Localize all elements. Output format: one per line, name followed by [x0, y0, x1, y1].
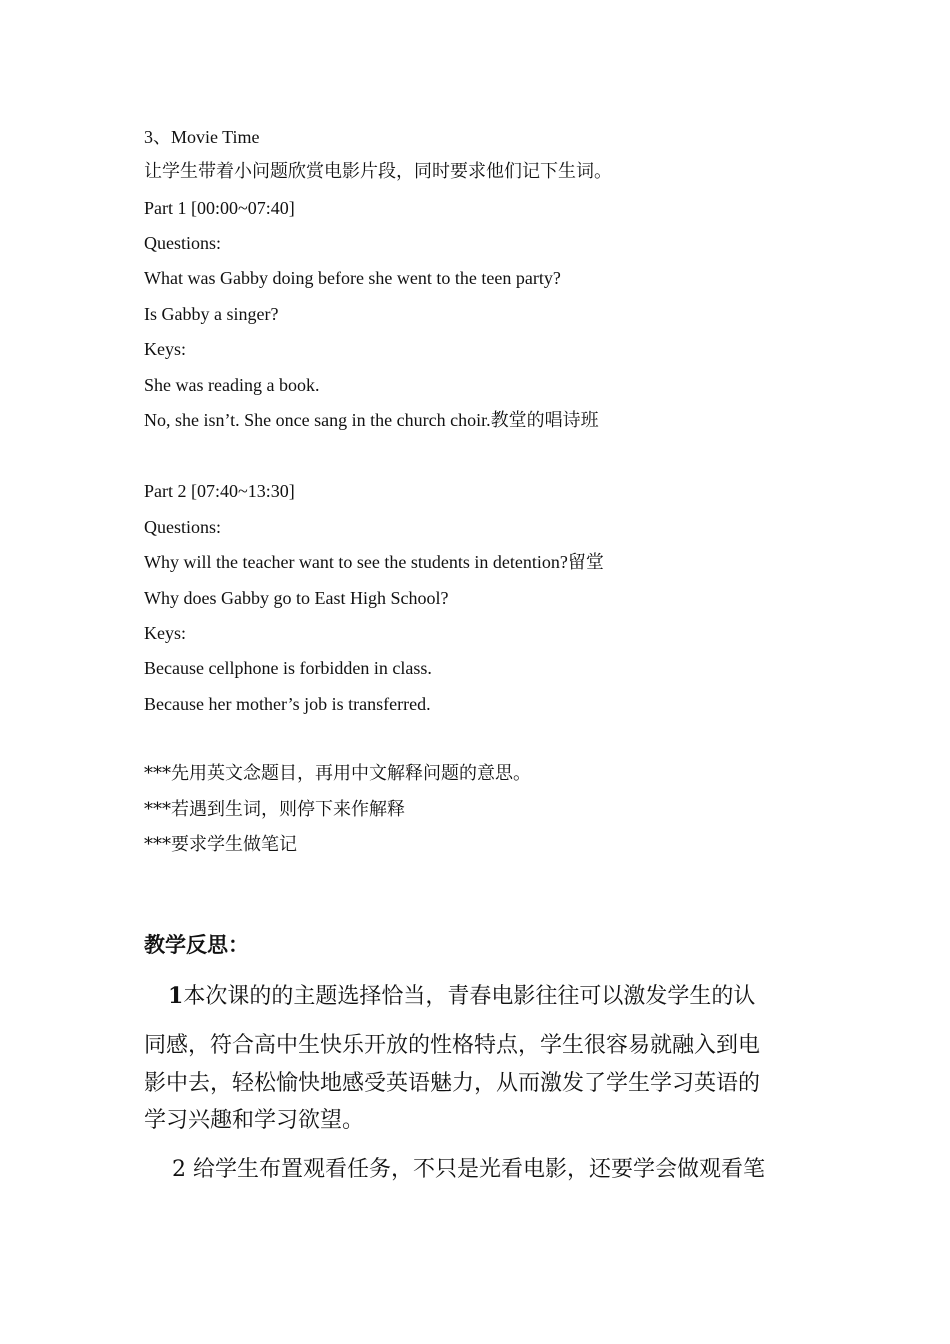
reflection-p1-text: 本次课的的主题选择恰当，青春电影往往可以激发学生的认	[183, 984, 756, 1009]
part1-key-1: She was reading a book.	[144, 375, 320, 395]
part2-label: Part 2 [07:40~13:30]	[144, 481, 295, 501]
note-3: ***要求学生做笔记	[144, 834, 297, 855]
part2-keys-label: Keys:	[144, 623, 186, 643]
part1-questions-label: Questions:	[144, 233, 222, 253]
part2-key-2: Because her mother’s job is transferred.	[144, 694, 431, 714]
reflection-p1-number: 1	[168, 983, 184, 1009]
part1-label: Part 1 [00:00~07:40]	[144, 198, 295, 218]
reflection-p1-line2: 同感，符合高中生快乐开放的性格特点，学生很容易就融入到电	[144, 1033, 761, 1058]
section-title: 3、Movie Time	[144, 127, 260, 147]
note-2: ***若遇到生词，则停下来作解释	[144, 799, 405, 820]
part1-key-2: No, she isn’t. She once sang in the church choir.教堂的唱诗班	[144, 410, 599, 430]
part2-questions-label: Questions:	[144, 517, 222, 537]
reflection-heading: 教学反思：	[144, 932, 249, 957]
part2-question-1: Why will the teacher want to see the students in detention?留堂	[144, 552, 604, 572]
reflection-p1-line4: 学习兴趣和学习欲望。	[144, 1108, 365, 1133]
part1-keys-label: Keys:	[144, 339, 186, 359]
reflection-p1-line1	[168, 978, 755, 1015]
reflection-p2-line1: 2 给学生布置观看任务，不只是光看电影，还要学会做观看笔	[172, 1157, 765, 1182]
part1-question-2: Is Gabby a singer?	[144, 304, 279, 324]
note-1: ***先用英文念题目，再用中文解释问题的意思。	[144, 763, 531, 784]
part2-key-1: Because cellphone is forbidden in class.	[144, 658, 432, 678]
reflection-p1-line3: 影中去，轻松愉快地感受英语魅力，从而激发了学生学习英语的	[144, 1071, 761, 1096]
section-intro: 让学生带着小问题欣赏电影片段，同时要求他们记下生词。	[144, 161, 612, 182]
part2-question-2: Why does Gabby go to East High School?	[144, 588, 449, 608]
part1-question-1: What was Gabby doing before she went to the teen party?	[144, 268, 561, 288]
